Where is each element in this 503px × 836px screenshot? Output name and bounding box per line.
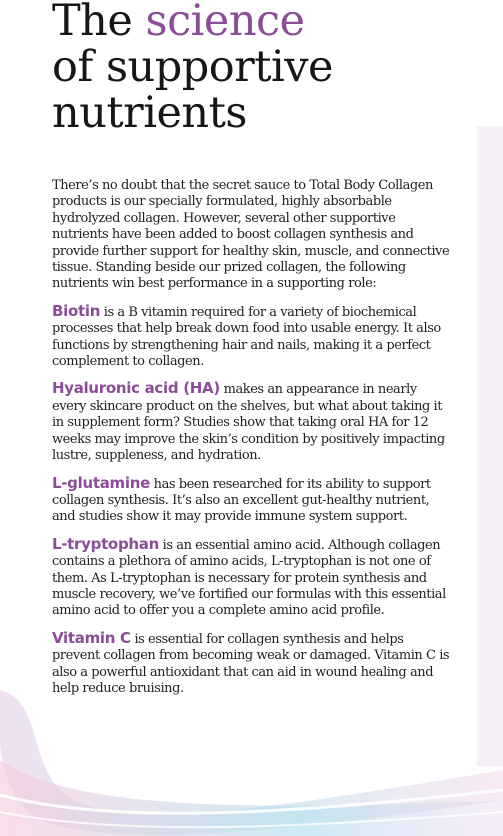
nutrient-term: Vitamin C	[52, 628, 131, 647]
title-line-3: nutrients	[52, 88, 247, 138]
nutrient-text: makes an appearance in nearly every skincare product on the shelves, but what about taking it in supplement form? Studies show that taking oral HA for 12 weeks may improve the skin’s condition by positively impacting lustre, suppleness, and hydration.	[52, 382, 445, 464]
title-line-2: of supportive	[52, 42, 333, 92]
page-title	[52, 0, 333, 136]
nutrient-text: has been researched for its ability to support collagen synthesis. It’s also an excellent gut-healthy nutrient, and studies show it may provide immune system support.	[52, 476, 431, 525]
nutrient-hyaluronic-acid	[52, 380, 452, 464]
title-line-1: The science	[52, 0, 305, 46]
title-accent-word: science	[145, 0, 305, 46]
nutrient-text: is a B vitamin required for a variety of biochemical processes that help break down food into usable energy. It also functions by strengthening hair and nails, making it a perfect complement to collagen.	[52, 304, 441, 370]
nutrient-l-tryptophan	[52, 536, 452, 620]
nutrient-text: is an essential amino acid. Although collagen contains a plethora of amino acids, L-tryptophan is not one of them. As L-tryptophan is necessary for protein synthesis and muscle recovery, we’ve fortified our formulas with this essential amino acid to offer you a complete amino acid profile.	[52, 537, 446, 619]
nutrient-term: Biotin	[52, 301, 101, 320]
nutrient-text: is essential for collagen synthesis and helps prevent collagen from becoming weak or damaged. Vitamin C is also a powerful antioxidant that can aid in wound healing and help reduce bruising.	[52, 631, 450, 696]
intro-paragraph: There’s no doubt that the secret sauce to Total Body Collagen products is our specially formulated, highly absorbable hydrolyzed collagen. However, several other supportive nutrients have been added to boost collagen synthesis and provide further support for healthy skin, muscle, and connective tissue. Standing beside our prized collagen, the following nutrients win best performance in a supporting role:	[52, 178, 450, 292]
nutrient-term: L-glutamine	[52, 473, 150, 492]
nutrient-biotin	[52, 303, 452, 371]
article-body	[52, 178, 452, 707]
nutrient-l-glutamine	[52, 475, 452, 526]
nutrient-term: Hyaluronic acid (HA)	[52, 379, 220, 398]
nutrient-vitamin-c	[52, 630, 452, 698]
nutrient-term: L-tryptophan	[52, 534, 159, 553]
